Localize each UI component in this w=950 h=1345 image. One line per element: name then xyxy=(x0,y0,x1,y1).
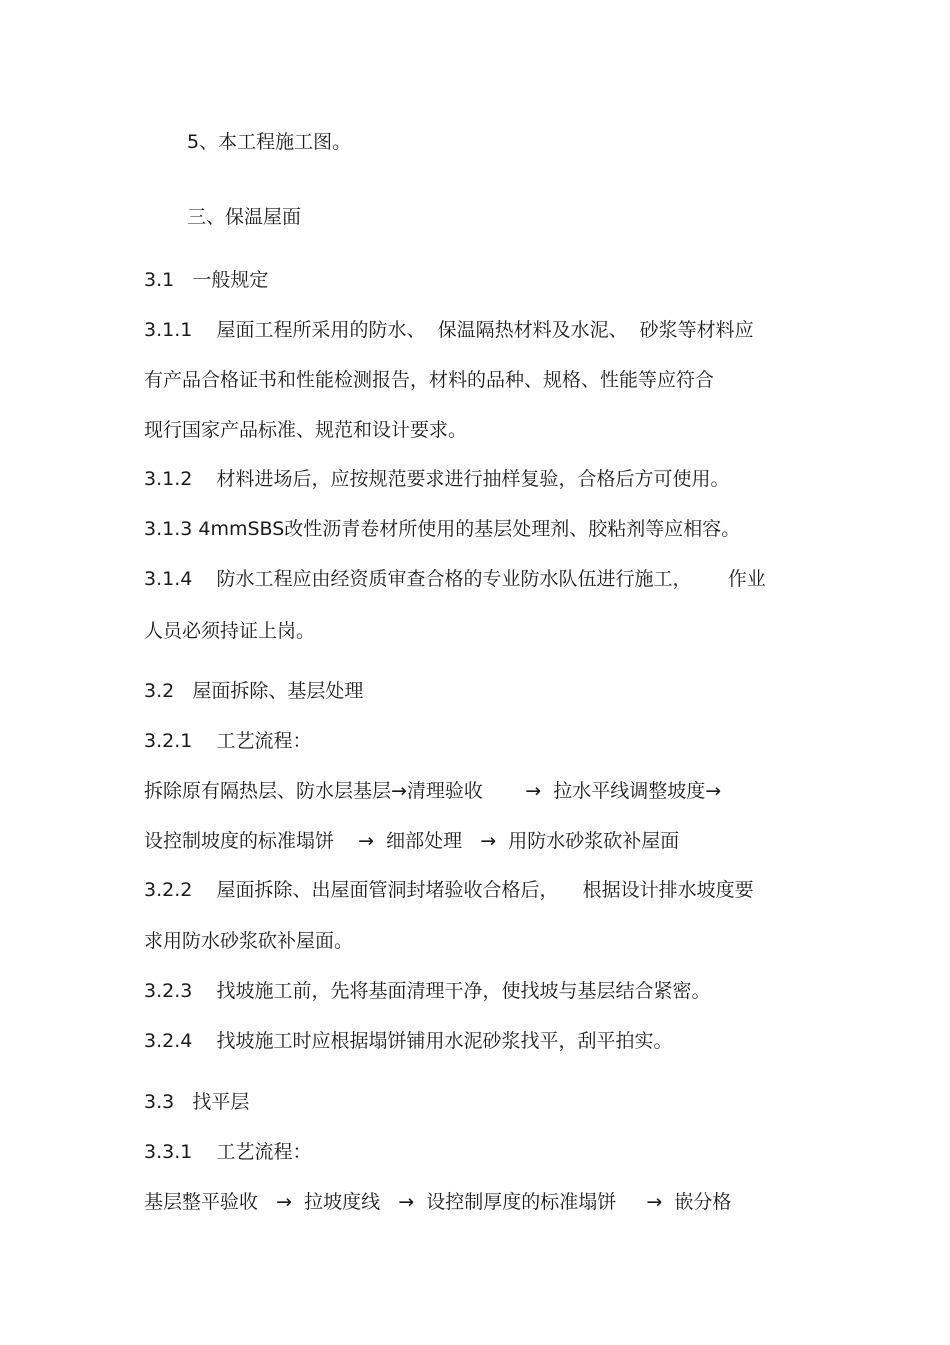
text-line: 3.3.1 工艺流程： xyxy=(144,1141,312,1163)
text-line: 3.2.2 屋面拆除、出屋面管洞封堵验收合格后， 根据设计排水坡度要 xyxy=(144,879,754,901)
subsection-heading: 3.1 一般规定 xyxy=(144,269,269,291)
text-line: 设控制坡度的标准塌饼 → 细部处理 → 用防水砂浆砍补屋面 xyxy=(144,830,680,852)
text-line: 3.1.1 屋面工程所采用的防水、 保温隔热材料及水泥、 砂浆等材料应 xyxy=(144,319,754,341)
text-line: 基层整平验收 → 拉坡度线 → 设控制厚度的标准塌饼 → 嵌分格 xyxy=(144,1191,732,1213)
text-line: 3.1.2 材料进场后，应按规范要求进行抽样复验，合格后方可使用。 xyxy=(144,468,730,490)
text-line: 3.2.4 找坡施工时应根据塌饼铺用水泥砂浆找平，刮平拍实。 xyxy=(144,1030,673,1052)
text-line: 3.1.4 防水工程应由经资质审查合格的专业防水队伍进行施工， 作业 xyxy=(144,568,766,590)
text-line: 人员必须持证上岗。 xyxy=(144,620,316,642)
text-line: 5、本工程施工图。 xyxy=(187,131,352,153)
subsection-heading: 3.2 屋面拆除、基层处理 xyxy=(144,680,364,702)
subsection-heading: 3.3 找平层 xyxy=(144,1091,250,1113)
text-line: 现行国家产品标准、规范和设计要求。 xyxy=(144,419,468,441)
section-heading: 三、保温屋面 xyxy=(187,206,302,228)
text-line: 3.2.3 找坡施工前，先将基面清理干净，使找坡与基层结合紧密。 xyxy=(144,980,711,1002)
text-line: 3.2.1 工艺流程： xyxy=(144,730,312,752)
text-line: 拆除原有隔热层、防水层基层→清理验收 → 拉水平线调整坡度→ xyxy=(144,780,722,802)
text-line: 有产品合格证书和性能检测报告，材料的品种、规格、性能等应符合 xyxy=(144,369,715,391)
text-line: 3.1.3 4mmSBS改性沥青卷材所使用的基层处理剂、胶粘剂等应相容。 xyxy=(144,518,741,540)
text-line: 求用防水砂浆砍补屋面。 xyxy=(144,930,354,952)
